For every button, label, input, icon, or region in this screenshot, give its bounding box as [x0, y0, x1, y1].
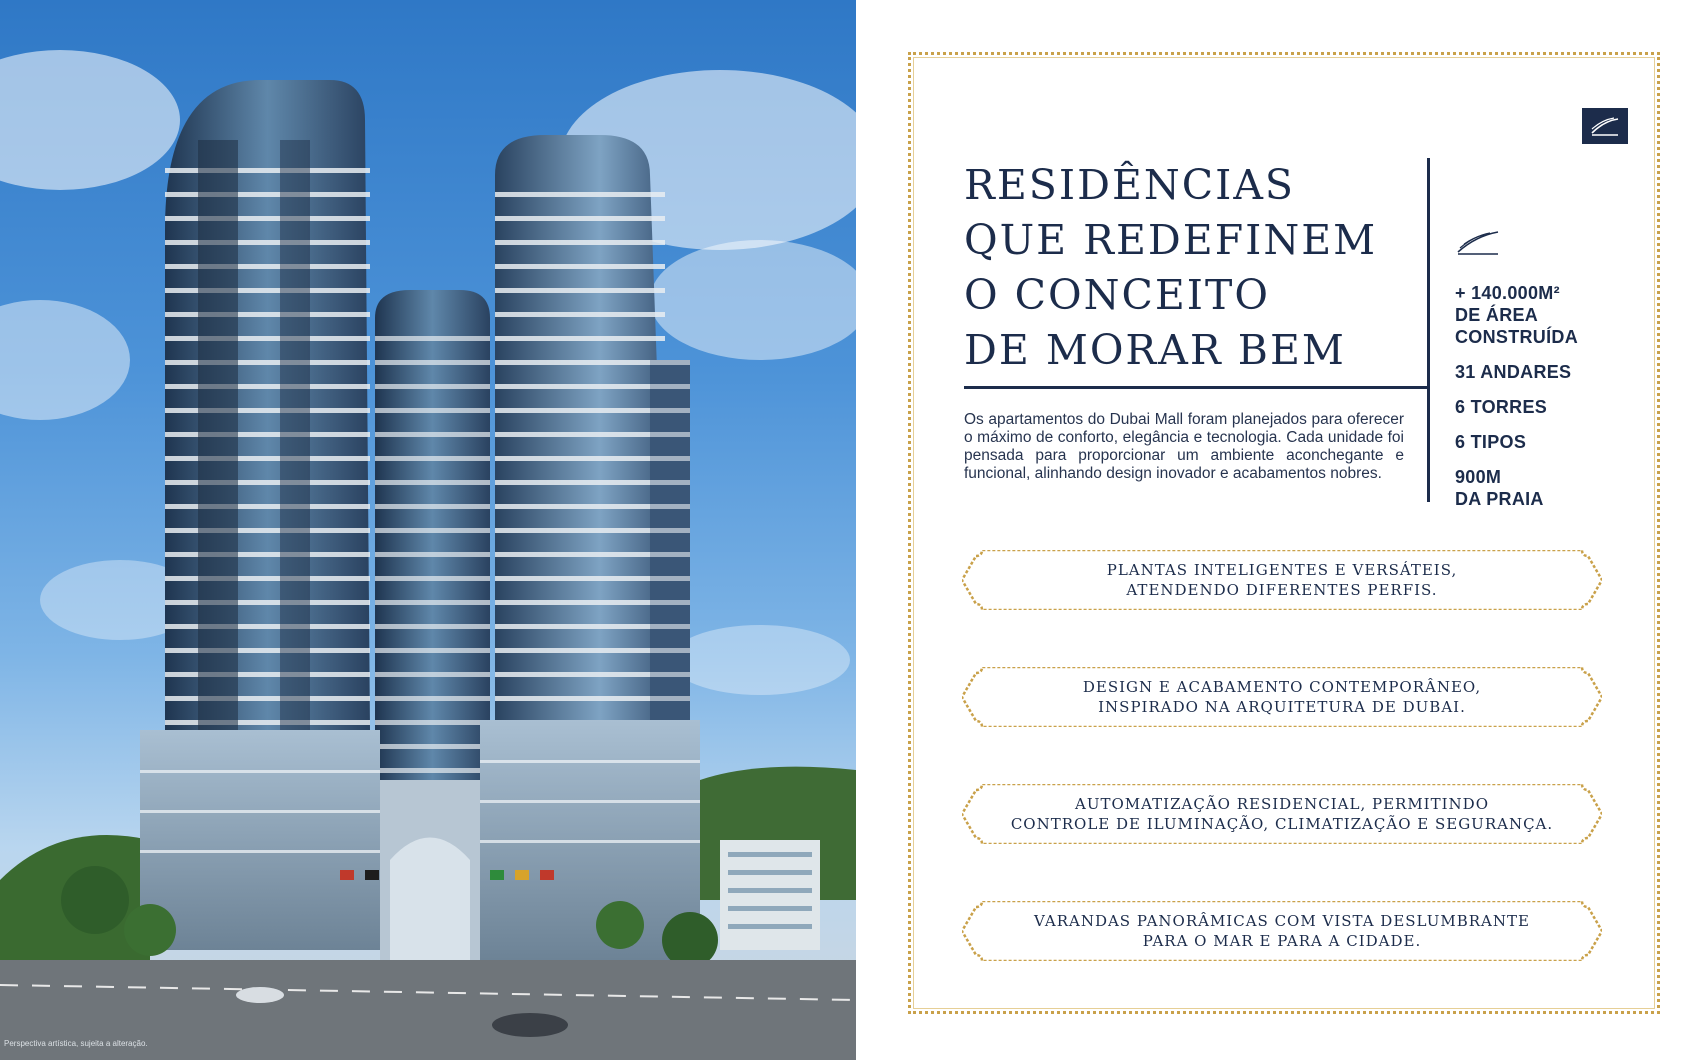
headline [964, 158, 1414, 378]
stats-list [1455, 282, 1655, 523]
stat-area [1455, 282, 1655, 348]
stat-area-line-2: DE ÁREA [1455, 305, 1539, 325]
headline-line-1: RESIDÊNCIAS [964, 161, 1296, 209]
stat-towers [1455, 396, 1655, 418]
description-paragraph: Os apartamentos do Dubai Mall foram planejados para oferecer o máximo de conforto, elegância e tecnologia. Cada unidade foi pensada para proporcionar um ambiente aconchegante e funcional, alinhando design inovador e acabamentos nobres. [964, 411, 1404, 482]
stat-types [1455, 431, 1655, 453]
stat-floors-label: 31 ANDARES [1455, 362, 1572, 382]
stat-beach-distance [1455, 466, 1655, 510]
feature-1-line-2: ATENDENDO DIFERENTES PERFIS. [1126, 581, 1438, 599]
stat-towers-label: 6 TORRES [1455, 397, 1548, 417]
stat-floors [1455, 361, 1655, 383]
feature-box-3 [962, 784, 1602, 844]
headline-line-4: DE MORAR BEM [964, 326, 1346, 374]
feature-1-line-1: PLANTAS INTELIGENTES E VERSÁTEIS, [1106, 561, 1458, 579]
feature-box-1 [962, 550, 1602, 610]
stat-beach-line-1: 900M [1455, 467, 1502, 487]
headline-line-2: QUE REDEFINEM [964, 216, 1378, 264]
photo-caption: Perspectiva artística, sujeita a alteração. [4, 1039, 148, 1048]
brand-logo [1582, 108, 1628, 144]
stat-types-label: 6 TIPOS [1455, 432, 1527, 452]
stat-beach-line-2: DA PRAIA [1455, 489, 1544, 509]
feature-2-line-2: INSPIRADO NA ARQUITETURA DE DUBAI. [1098, 698, 1466, 716]
stats-wave-icon [1456, 228, 1500, 261]
feature-4-line-2: PARA O MAR E PARA A CIDADE. [1142, 932, 1422, 950]
headline-line-3: O CONCEITO [964, 271, 1270, 319]
feature-2-line-1: DESIGN E ACABAMENTO CONTEMPORÂNEO, [1082, 678, 1482, 696]
stat-area-line-1: + 140.000M² [1455, 283, 1560, 303]
stats-divider [1427, 158, 1430, 502]
feature-box-2 [962, 667, 1602, 727]
wave-logo-icon [1590, 115, 1620, 137]
feature-box-4 [962, 901, 1602, 961]
feature-3-line-2: CONTROLE DE ILUMINAÇÃO, CLIMATIZAÇÃO E SEGURANÇA. [1010, 815, 1554, 833]
feature-4-line-1: VARANDAS PANORÂMICAS COM VISTA DESLUMBRANTE [1034, 912, 1530, 930]
feature-3-line-1: AUTOMATIZAÇÃO RESIDENCIAL, PERMITINDO [1075, 795, 1489, 813]
headline-divider [964, 386, 1428, 389]
stat-area-line-3: CONSTRUÍDA [1455, 327, 1578, 347]
